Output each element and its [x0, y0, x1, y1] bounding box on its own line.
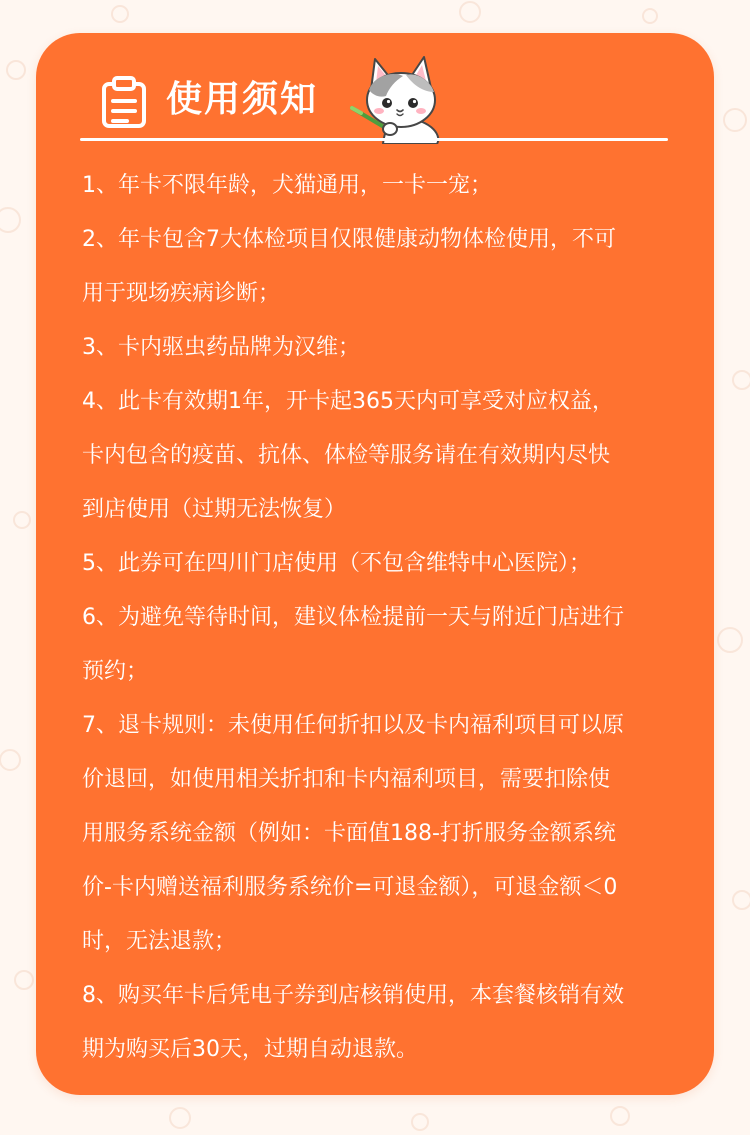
notes-list [82, 159, 682, 1077]
card-header [36, 33, 714, 145]
usage-notice-card [36, 33, 714, 1095]
note-line: 卡内包含的疫苗、抗体、体检等服务请在有效期内尽快 [82, 443, 611, 468]
header-divider [80, 138, 668, 141]
note-line: 7、退卡规则：未使用任何折扣以及卡内福利项目可以原 [82, 713, 624, 738]
note-line: 用服务系统金额（例如：卡面值188-打折服务金额系统 [82, 821, 616, 846]
note-line: 价退回，如使用相关折扣和卡内福利项目，需要扣除使 [82, 767, 611, 792]
note-line: 时，无法退款； [82, 929, 237, 954]
note-line: 5、此券可在四川门店使用（不包含维特中心医院）； [82, 551, 591, 576]
note-line: 预约； [82, 659, 149, 684]
note-line: 2、年卡包含7大体检项目仅限健康动物体检使用，不可 [82, 227, 616, 252]
note-line: 期为购买后30天，过期自动退款。 [82, 1037, 418, 1062]
clipboard-icon [96, 74, 152, 130]
note-line: 3、卡内驱虫药品牌为汉维； [82, 335, 360, 360]
note-line: 价-卡内赠送福利服务系统价=可退金额），可退金额＜0 [82, 875, 618, 900]
cat-mascot [349, 50, 445, 144]
note-line: 到店使用（过期无法恢复） [82, 497, 347, 522]
note-line: 1、年卡不限年龄，犬猫通用，一卡一宠； [82, 173, 492, 198]
page-title: 使用须知 [166, 79, 319, 120]
note-line: 4、此卡有效期1年，开卡起365天内可享受对应权益， [82, 389, 614, 414]
note-line: 用于现场疾病诊断； [82, 281, 281, 306]
note-line: 8、购买年卡后凭电子券到店核销使用，本套餐核销有效 [82, 983, 624, 1008]
note-line: 6、为避免等待时间，建议体检提前一天与附近门店进行 [82, 605, 624, 630]
